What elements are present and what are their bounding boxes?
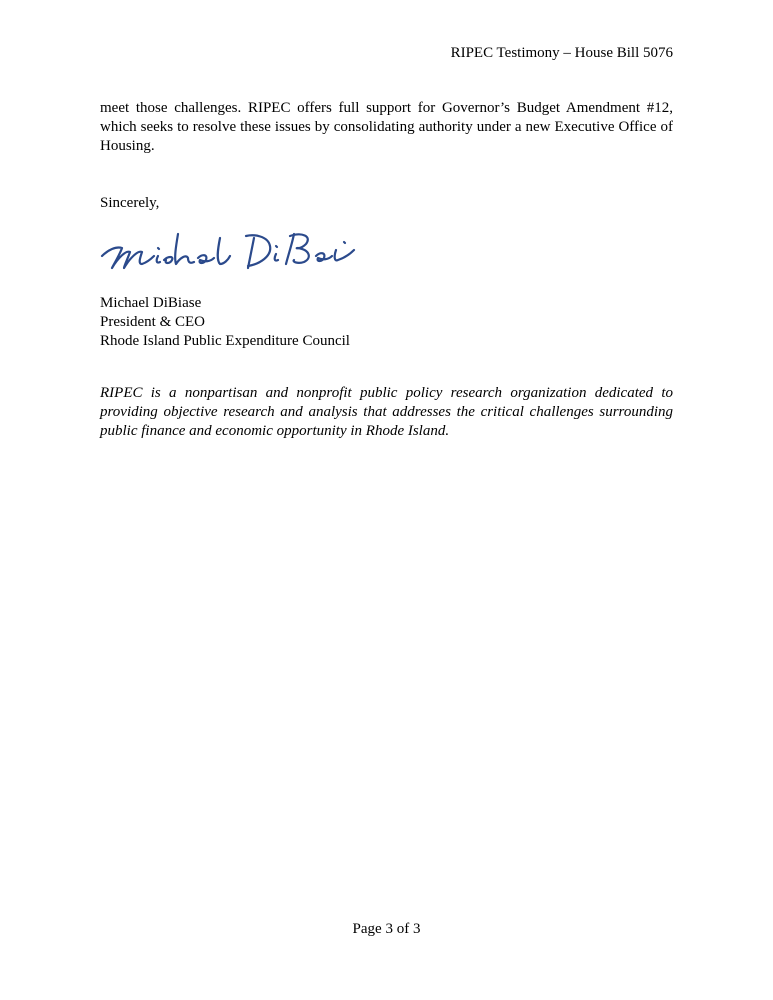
page-number: Page 3 of 3 [352, 921, 421, 937]
signer-block [100, 294, 350, 351]
signer-name: Michael DiBiase [100, 295, 202, 311]
body-paragraph: meet those challenges. RIPEC offers full support for Governor’s Budget Amendment #12, which seeks to resolve these issues by consolidating authority under a new Executive Office of Housing. [100, 100, 673, 154]
running-header: RIPEC Testimony – House Bill 5076 [450, 45, 673, 61]
signer-organization: Rhode Island Public Expenditure Council [100, 333, 350, 349]
handwritten-signature [98, 228, 360, 280]
organization-description: RIPEC is a nonpartisan and nonprofit public policy research organization dedicated to providing objective research and analysis that addresses the critical challenges surrounding public finance and economic opportunity in Rhode Island. [100, 385, 673, 439]
signer-title: President & CEO [100, 314, 205, 330]
closing-salutation: Sincerely, [100, 195, 160, 211]
